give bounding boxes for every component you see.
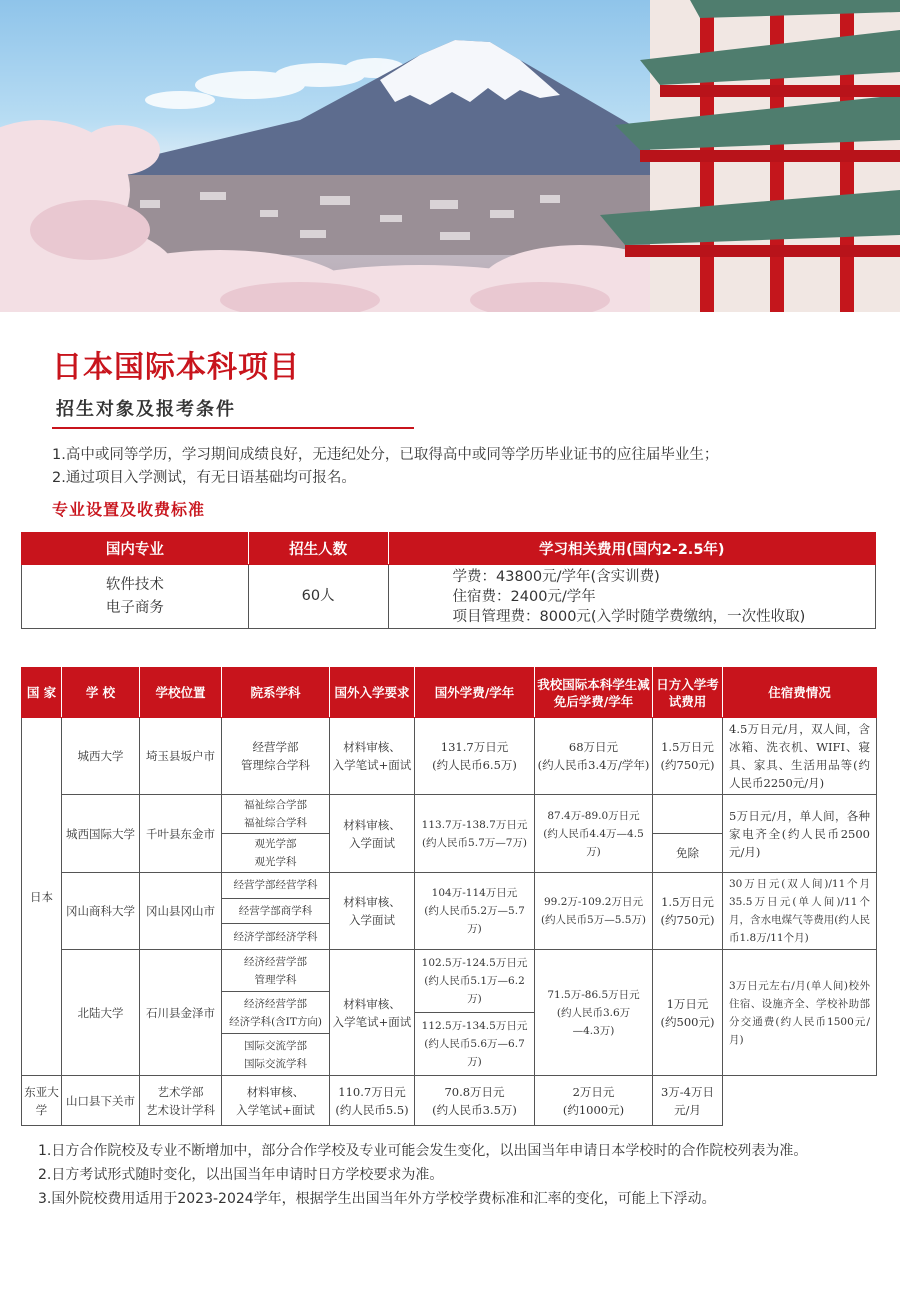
fee-item: 项目管理费：8000元(入学时随学费缴纳，一次性收取) xyxy=(452,608,806,625)
department: 经济学部经济学科 xyxy=(222,924,330,950)
exam-fee: 1万日元 (约500元) xyxy=(653,950,723,1076)
exam-fee-blank xyxy=(653,795,723,834)
department: 观光学部 观光学科 xyxy=(222,834,330,873)
major-name: 软件技术 xyxy=(105,576,164,593)
housing-info: 30万日元(双人间)/11个月 35.5万日元(单人间)/11个月，含水电煤气等费用(约人民币1.8万/11个月) xyxy=(723,873,877,950)
exam-fee: 1.5万日元 (约750元) xyxy=(653,718,723,795)
footnotes xyxy=(38,1139,880,1211)
japan-universities-table xyxy=(21,667,877,1126)
school-name: 城西国际大学 xyxy=(62,795,140,873)
school-name: 北陆大学 xyxy=(62,950,140,1076)
requirement-item: 2.通过项目入学测试，有无日语基础均可报名。 xyxy=(52,470,356,486)
admission-requirement: 材料审核、 入学面试 xyxy=(330,873,415,950)
table-row xyxy=(22,873,877,899)
column-header: 招生人数 xyxy=(248,533,388,565)
requirements-list xyxy=(52,444,718,490)
table-row xyxy=(22,950,877,971)
column-header: 日方入学考试费用 xyxy=(653,668,723,718)
page-title: 日本国际本科项目 xyxy=(52,350,300,385)
school-location: 埼玉县坂户市 xyxy=(140,718,222,795)
department: 福祉综合学部 福祉综合学科 xyxy=(222,795,330,834)
reduced-tuition: 68万日元 (约人民币3.4万/学年) xyxy=(535,718,653,795)
school-name: 东亚大学 xyxy=(22,1076,62,1126)
school-location: 千叶县东金市 xyxy=(140,795,222,873)
exam-fee: 2万日元 (约1000元) xyxy=(535,1076,653,1126)
tuition: 102.5万-124.5万日元 (约人民币5.1万—6.2万) xyxy=(415,950,535,1013)
department: 艺术学部 艺术设计学科 xyxy=(140,1076,222,1126)
table-header-row xyxy=(22,668,877,718)
table-row xyxy=(22,1076,877,1126)
column-header: 国外学费/学年 xyxy=(415,668,535,718)
tuition: 110.7万日元 (约人民币5.5) xyxy=(330,1076,415,1126)
footnote-item: 2.日方考试形式随时变化，以出国当年申请时日方学校要求为准。 xyxy=(38,1167,444,1183)
table-header-row xyxy=(22,533,876,565)
column-header: 我校国际本科学生减免后学费/学年 xyxy=(535,668,653,718)
domestic-majors xyxy=(22,565,249,629)
domestic-fees-table xyxy=(21,532,876,629)
housing-info: 3万-4万日元/月 xyxy=(653,1076,723,1126)
table-row xyxy=(22,565,876,629)
requirement-item: 1.高中或同等学历，学习期间成绩良好，无违纪处分，已取得高中或同等学历毕业证书的应往届毕业生； xyxy=(52,447,719,463)
column-header: 国外入学要求 xyxy=(330,668,415,718)
exam-fee: 免除 xyxy=(653,834,723,873)
tuition: 131.7万日元 (约人民币6.5万) xyxy=(415,718,535,795)
reduced-tuition: 70.8万日元 (约人民币3.5万) xyxy=(415,1076,535,1126)
admission-requirement: 材料审核、 入学笔试+面试 xyxy=(330,950,415,1076)
school-location: 山口县下关市 xyxy=(62,1076,140,1126)
department: 经营学部经营学科 xyxy=(222,873,330,899)
column-header: 学 校 xyxy=(62,668,140,718)
table-row xyxy=(22,795,877,834)
department: 国际交流学部 国际交流学科 xyxy=(222,1034,330,1076)
column-header: 学习相关费用(国内2-2.5年) xyxy=(388,533,875,565)
column-header: 国 家 xyxy=(22,668,62,718)
department: 经营学部 管理综合学科 xyxy=(222,718,330,795)
footnote-item: 1.日方合作院校及专业不断增加中，部分合作学校及专业可能会发生变化，以出国当年申请日本学校时的合作院校列表为准。 xyxy=(38,1143,808,1159)
housing-info: 5万日元/月，单人间，各种家电齐全(约人民币2500元/月) xyxy=(723,795,877,873)
school-location: 石川县金泽市 xyxy=(140,950,222,1076)
column-header: 国内专业 xyxy=(22,533,249,565)
major-name: 电子商务 xyxy=(105,599,164,616)
school-name: 城西大学 xyxy=(62,718,140,795)
section-title-fees: 专业设置及收费标准 xyxy=(52,500,206,519)
department: 经济经营学部 经济学科(含IT方向) xyxy=(222,992,330,1034)
hero-image xyxy=(0,0,900,312)
reduced-tuition: 71.5万-86.5万日元 (约人民币3.6万 —4.3万) xyxy=(535,950,653,1076)
section-divider xyxy=(52,427,414,429)
column-header: 学校位置 xyxy=(140,668,222,718)
reduced-tuition: 87.4万-89.0万日元 (约人民币4.4万—4.5万) xyxy=(535,795,653,873)
footnote-item: 3.国外院校费用适用于2023-2024学年，根据学生出国当年外方学校学费标准和汇率的变化，可能上下浮动。 xyxy=(38,1191,716,1207)
housing-info: 4.5万日元/月，双人间，含冰箱、洗衣机、WIFI、寝具、家具、生活用品等(约人民币2250元/月) xyxy=(723,718,877,795)
table-row xyxy=(22,718,877,795)
department: 经济经营学部 管理学科 xyxy=(222,950,330,992)
tuition: 112.5万-134.5万日元 (约人民币5.6万—6.7万) xyxy=(415,1013,535,1076)
domestic-fee-list xyxy=(388,565,875,629)
tuition: 113.7万-138.7万日元 (约人民币5.7万—7万) xyxy=(415,795,535,873)
department: 经营学部商学科 xyxy=(222,898,330,924)
country-cell: 日本 xyxy=(22,718,62,1076)
enrollment-count: 60人 xyxy=(248,565,388,629)
fee-item: 学费：43800元/学年(含实训费) xyxy=(452,568,660,585)
housing-info: 3万日元左右/月(单人间)校外住宿、设施齐全、学校补助部分交通费(约人民币1500元/月) xyxy=(723,950,877,1076)
tuition: 104万-114万日元 (约人民币5.2万—5.7万) xyxy=(415,873,535,950)
fuji-pagoda-illustration xyxy=(0,0,900,312)
section-title-requirements: 招生对象及报考条件 xyxy=(56,399,236,420)
reduced-tuition: 99.2万-109.2万日元 (约人民币5万—5.5万) xyxy=(535,873,653,950)
column-header: 院系学科 xyxy=(222,668,330,718)
school-name: 冈山商科大学 xyxy=(62,873,140,950)
admission-requirement: 材料审核、 入学笔试+面试 xyxy=(330,718,415,795)
school-location: 冈山县冈山市 xyxy=(140,873,222,950)
column-header: 住宿费情况 xyxy=(723,668,877,718)
admission-requirement: 材料审核、 入学笔试+面试 xyxy=(222,1076,330,1126)
fee-item: 住宿费：2400元/学年 xyxy=(452,588,596,605)
exam-fee: 1.5万日元 (约750元) xyxy=(653,873,723,950)
admission-requirement: 材料审核、 入学面试 xyxy=(330,795,415,873)
